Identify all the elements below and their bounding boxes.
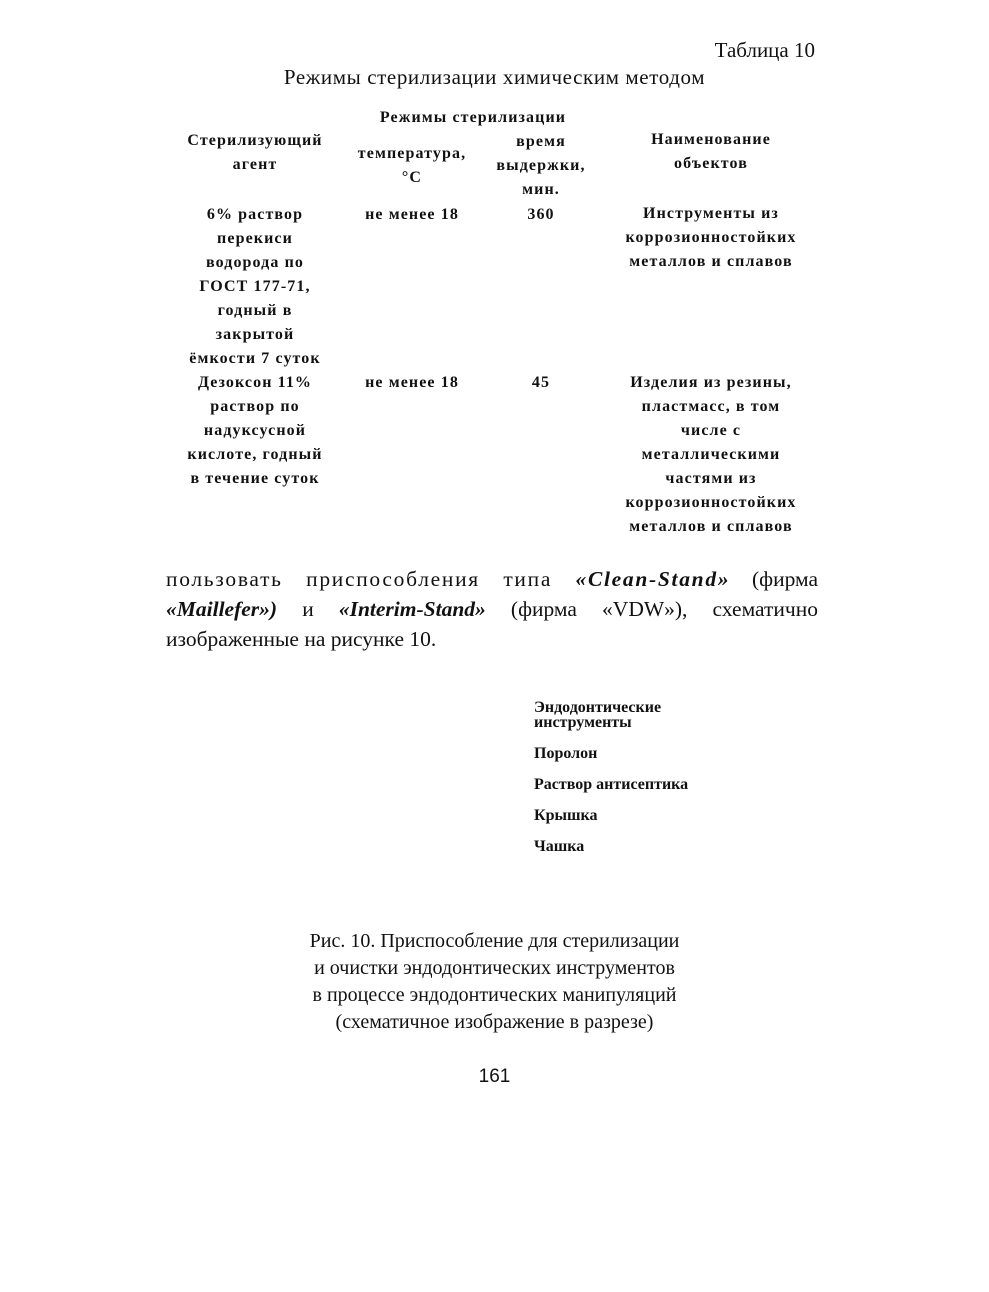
clean-stand-name: «Clean-Stand» (575, 567, 731, 591)
header-objects: Наименование объектов (651, 131, 771, 172)
paragraph-text-3: и (277, 597, 339, 621)
table-label: Таблица 10 (714, 38, 815, 62)
figure-labels (534, 700, 774, 870)
figure-label-lid: Крышка (534, 807, 598, 824)
row2-agent: Дезоксон 11% раствор по надуксусной кислоте, годный в течение суток (187, 374, 323, 487)
paragraph-text-2: (фирма (730, 567, 818, 591)
figure-label-cup: Чашка (534, 838, 585, 855)
row1-time: 360 (527, 206, 555, 223)
interim-stand-name: «Interim-Stand» (338, 597, 486, 621)
figure-caption: Рис. 10. Приспособление для стерилизации и очистки эндодонтических инструментов в процессе эндодонтических манипуляций (схематичное изображение в разрезе) (309, 930, 680, 1033)
row2-time: 45 (531, 374, 551, 391)
header-temperature: температура, °С (357, 145, 467, 186)
row1-objects: Инструменты из коррозионностойких металлов и сплавов (625, 205, 797, 270)
body-paragraph (166, 564, 818, 654)
row2-objects: Изделия из резины, пластмасс, в том числе с металлическими частями из коррозионностойких металлов и сплавов (625, 374, 797, 535)
header-agent: Стерилизующий агент (187, 132, 323, 173)
figure-label-antiseptic: Раствор антисептика (534, 776, 689, 793)
figure-label-foam: Поролон (534, 745, 598, 762)
paragraph-text-4: (фирма «VDW»), схематично изображенные на рисунке 10. (166, 597, 818, 651)
header-time: время выдержки, мин. (496, 133, 586, 198)
paragraph-text-1: пользовать приспособления типа (166, 567, 576, 591)
header-group-modes: Режимы стерилизации (379, 109, 567, 126)
row2-temperature: не менее 18 (365, 374, 459, 391)
page-number: 161 (478, 1066, 511, 1087)
figure-label-instruments: Эндодонтические инструменты (534, 699, 662, 731)
table-title: Режимы стерилизации химическим методом (283, 65, 706, 89)
row1-agent: 6% раствор перекиси водорода по ГОСТ 177-71, годный в закрытой ёмкости 7 суток (189, 206, 321, 367)
row1-temperature: не менее 18 (365, 206, 459, 223)
maillefer-name: «Maillefer») (166, 597, 278, 621)
